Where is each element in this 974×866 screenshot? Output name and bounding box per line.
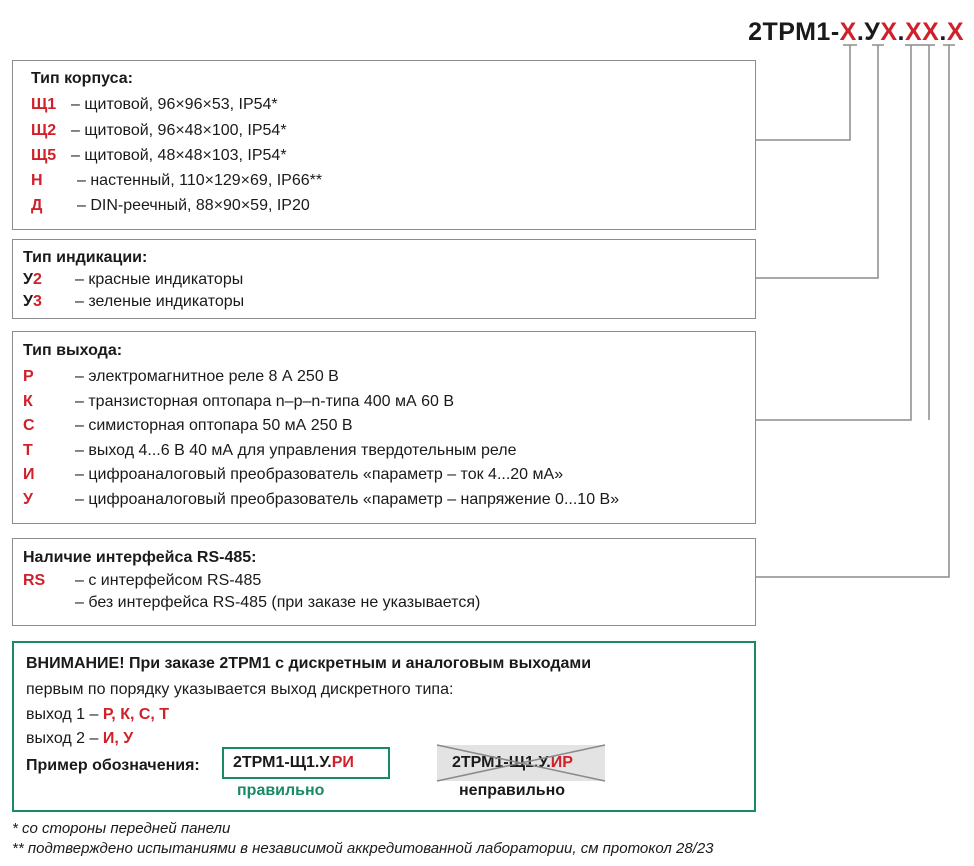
wrong-example-suffix: ИР bbox=[550, 754, 573, 771]
output1-label: выход 1 – bbox=[26, 706, 103, 723]
code-indication-slot: Х bbox=[880, 18, 898, 46]
housing-desc: – щитовой, 96×48×100, IP54* bbox=[71, 122, 287, 139]
wrong-caption: неправильно bbox=[459, 782, 566, 799]
indication-desc: – зеленые индикаторы bbox=[75, 293, 245, 310]
housing-desc: – щитовой, 48×48×103, IP54* bbox=[71, 147, 287, 164]
housing-code: Н bbox=[31, 172, 43, 189]
correct-example-base: 2ТРМ1-Щ1.У. bbox=[233, 754, 332, 771]
example-label: Пример обозначения: bbox=[26, 757, 200, 774]
housing-desc: – DIN-реечный, 88×90×59, IP20 bbox=[77, 197, 310, 214]
output-desc: – электромагнитное реле 8 А 250 В bbox=[75, 368, 339, 385]
output-code: К bbox=[23, 393, 33, 410]
output-code: Т bbox=[23, 442, 33, 459]
code-dot: . bbox=[939, 18, 947, 46]
output-code: И bbox=[23, 466, 35, 483]
interface-desc: – с интерфейсом RS-485 bbox=[75, 572, 262, 589]
output-desc: – симисторная оптопара 50 мА 250 В bbox=[75, 417, 353, 434]
housing-code: Щ1 bbox=[31, 96, 57, 113]
output-desc: – цифроаналоговый преобразователь «параметр – ток 4...20 мА» bbox=[75, 466, 564, 483]
correct-example-suffix: РИ bbox=[331, 754, 354, 771]
output-title: Тип выхода: bbox=[23, 342, 123, 359]
output-code: У bbox=[23, 491, 33, 508]
indication-num: 3 bbox=[32, 293, 42, 310]
code-housing-slot: Х bbox=[839, 18, 857, 46]
interface-title: Наличие интерфейса RS-485: bbox=[23, 549, 257, 566]
output-desc: – цифроаналоговый преобразователь «параметр – напряжение 0...10 В» bbox=[75, 491, 620, 508]
housing-desc: – щитовой, 96×96×53, IP54* bbox=[71, 96, 278, 113]
output-desc: – выход 4...6 В 40 мА для управления твердотельным реле bbox=[75, 442, 517, 459]
code-prefix: 2ТРМ1- bbox=[748, 18, 840, 46]
output2-codes: И, У bbox=[102, 730, 134, 747]
indication-title: Тип индикации: bbox=[23, 249, 148, 266]
interface-code: RS bbox=[23, 572, 46, 589]
housing-title: Тип корпуса: bbox=[31, 70, 133, 87]
correct-caption: правильно bbox=[237, 782, 325, 799]
output2-label: выход 2 – bbox=[26, 730, 103, 747]
code-interface-slot: Х bbox=[946, 18, 964, 46]
footnote-1: * со стороны передней панели bbox=[12, 820, 231, 837]
code-dot: . bbox=[856, 18, 865, 46]
code-output-slot: ХХ bbox=[905, 18, 940, 46]
code-dot: . bbox=[897, 18, 905, 46]
warning-text: первым по порядку указывается выход дискретного типа: bbox=[26, 681, 454, 698]
housing-code: Щ5 bbox=[31, 147, 57, 164]
indication-num: 2 bbox=[32, 271, 42, 288]
warning-heading: ВНИМАНИЕ! При заказе 2ТРМ1 с дискретным и аналоговым выходами bbox=[26, 655, 592, 672]
housing-code: Д bbox=[31, 197, 43, 214]
output1-codes: Р, К, С, Т bbox=[102, 706, 170, 723]
footnote-2: ** подтверждено испытаниями в независимой аккредитованной лаборатории, см протокол 28/23 bbox=[12, 840, 714, 857]
output-code: С bbox=[23, 417, 35, 434]
indication-prefix: У bbox=[23, 271, 33, 288]
wrong-example-base: 2ТРМ1-Щ1.У. bbox=[452, 754, 551, 771]
indication-prefix: У bbox=[23, 293, 33, 310]
output-desc: – транзисторная оптопара n–p–n-типа 400 мА 60 В bbox=[75, 393, 455, 410]
indication-desc: – красные индикаторы bbox=[75, 271, 244, 288]
interface-desc: – без интерфейса RS-485 (при заказе не указывается) bbox=[75, 594, 481, 611]
housing-code: Щ2 bbox=[31, 122, 57, 139]
code-indication-letter: У bbox=[864, 18, 881, 46]
housing-desc: – настенный, 110×129×69, IP66** bbox=[77, 172, 323, 189]
output-code: Р bbox=[23, 368, 34, 385]
